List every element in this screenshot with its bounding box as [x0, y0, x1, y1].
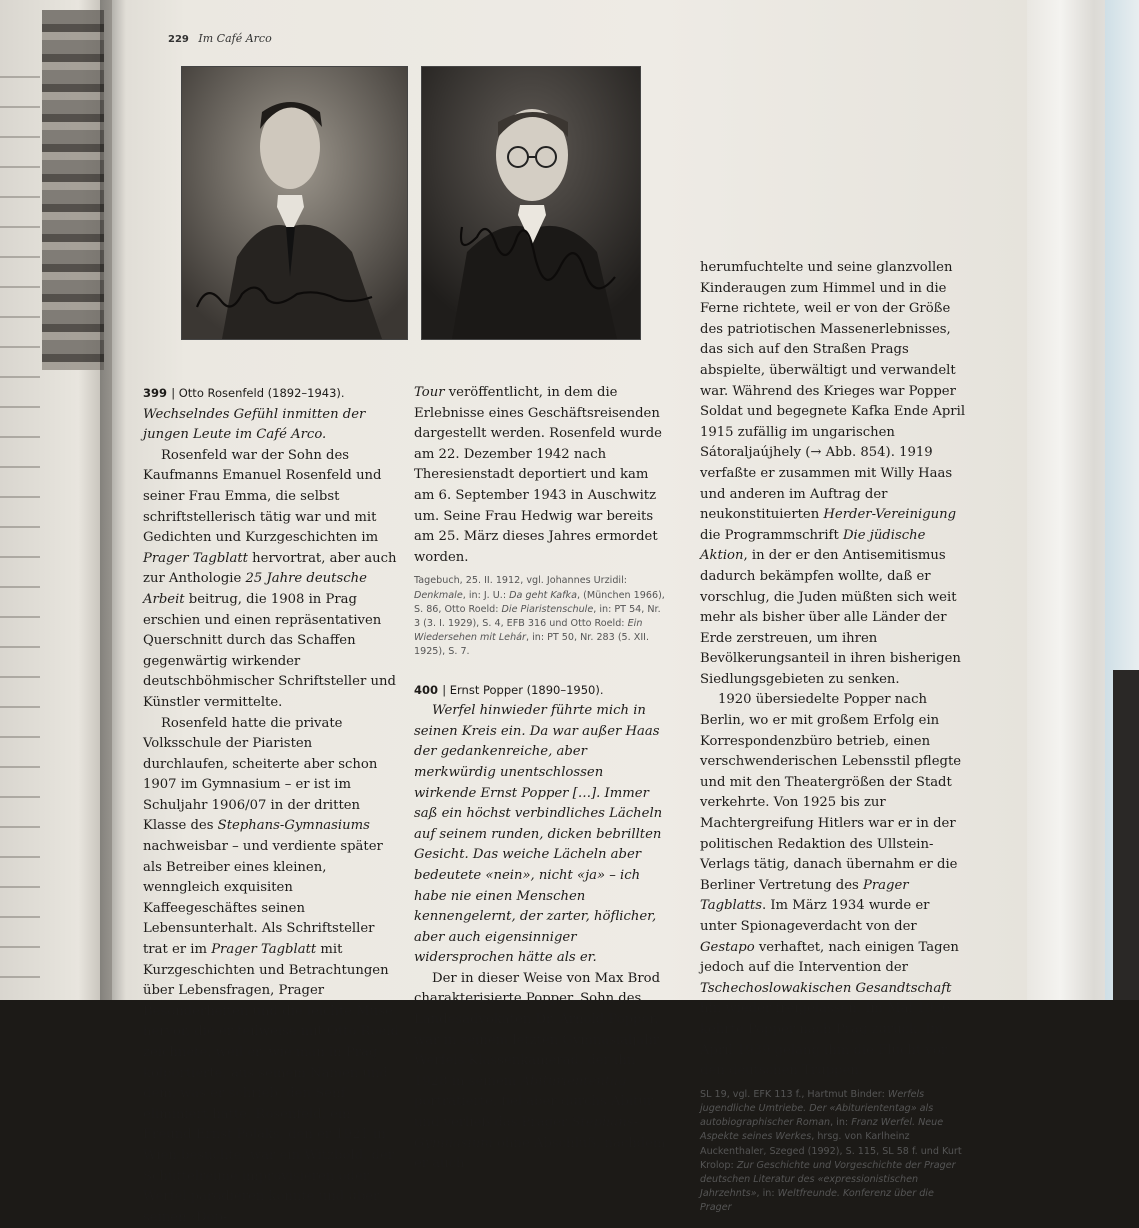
- caption-title: Wechselndes Gefühl inmitten der jungen Leute im Café Arco.: [143, 405, 401, 446]
- page-stack-edge: [1027, 0, 1139, 1000]
- photo-otto-rosenfeld: [181, 66, 408, 340]
- running-title: Im Café Arco: [198, 32, 271, 45]
- running-header: [168, 32, 272, 45]
- caption-400: 400 | Ernst Popper (1890–1950).: [414, 680, 666, 702]
- paragraph: 1920 übersiedelte Popper nach Berlin, wo er mit großem Erfolg ein Korrespondenzbüro betrieb, einen verschwenderischen Lebensstil pflegte und mit den Theatergrößen der Stadt verkehrte. Von 1925 bis zur Machtergreifung Hitlers war er in der politischen Redaktion des Ullstein-Verlags tätig, danach übernahm er die Berliner Vertretung des Prager Tagblatts. Im März 1934 wurde er unter Spionageverdacht von der Gestapo verhaftet, nach einigen Tagen jedoch auf die Intervention der Tschechoslowakischen Gesandtschaft hin wieder freigelassen. Im Mai 1936 kehrte Popper nach Prag zurück. Im April 1939 gelang ihm die Flucht vor den deutschen Truppen.: [700, 690, 968, 1081]
- facing-page-text: [0, 60, 40, 980]
- column-2: [414, 383, 666, 1175]
- dark-edge: [1113, 670, 1139, 1000]
- facing-page: [0, 0, 112, 1000]
- paragraph: herumfuchtelte und seine glanzvollen Kinderaugen zum Himmel und in die Ferne richtete, weil er von der Größe des patriotischen Massenerlebnisses, das sich auf den Straßen Prags abspielte, überwältigt und verwandelt war. Während des Krieges war Popper Soldat und begegnete Kafka Ende April 1915 zufällig im ungarischen Sátoraljaújhely (→ Abb. 854). 1919 verfaßte er zusammen mit Willy Haas und anderen im Auftrag der neukonstituierten Herder-Vereinigung die Programmschrift Die jüdische Aktion, in der er den Antisemitismus dadurch bekämpfen wollte, daß er vorschlug, die Juden müßten sich weit mehr als bisher über alle Länder der Erde zerstreuen, um ihren Bevölkerungsanteil in ihren bisherigen Siedlungsgebieten zu senken.: [700, 258, 968, 690]
- reference-note: SL 19, vgl. EFK 113 f., Hartmut Binder: Werfels jugendliche Umtriebe. Der «Abituriententag» als autobiographischer Roman, in: Franz Werfel. Neue Aspekte seines Werkes, hrsg. von Karlheinz Auckenthaler, Szeged (1992), S. 115, SL 58 f. und Kurt Krolop: Zur Geschichte und Vorgeschichte der Prager deutschen Literatur des «expressionistischen Jahrzehnts», in: Weltfreunde. Konferenz über die Prager: [700, 1088, 968, 1216]
- facing-page-photo: [42, 10, 104, 370]
- caption-number: 399: [143, 386, 167, 400]
- caption-399: 399 | Otto Rosenfeld (1892–1943).: [143, 383, 401, 405]
- reference-note: Tagebuch, 25. II. 1912, vgl. Johannes Urzidil: Denkmale, in: J. U.: Da geht Kafka, (München 1966), S. 86, Otto Roeld: Die Piaristenschule, in: PT 54, Nr. 3 (3. I. 1929), S. 4, EFB 316 und Otto Roeld: Ein Wiedersehen mit Lehár, in: PT 50, Nr. 283 (5. XII. 1925), S. 7.: [414, 574, 666, 659]
- column-1: [143, 383, 401, 1228]
- photo-ernst-popper: [421, 66, 641, 340]
- book-gutter: [100, 0, 126, 1000]
- paragraph: Tour veröffentlicht, in dem die Erlebnisse eines Geschäftsreisenden dargestellt werden. Rosenfeld wurde am 22. Dezember 1942 nach Theresienstadt deportiert und kam am 6. September 1943 in Auschwitz um. Seine Frau Hedwig war bereits am 25. März dieses Jahres ermordet worden.: [414, 383, 666, 568]
- paragraph: Der in dieser Weise von Max Brod charakterisierte Popper, Sohn des Landesadvokaten Dr. Arnold Popper, war in seinem letzten Gymnasialjahr Werfels Klassenkamerad, der ihn 1928 in seinem Abituriententag porträtierte, fiel aber durchs Abitur und verließ das Prager Stephans-Gymnasium ohne Abschluß, nachdem er auch: [414, 969, 666, 1175]
- paragraph: Rosenfeld hatte die private Volksschule der Piaristen durchlaufen, scheiterte aber schon 1907 im Gymnasium – er ist im Schuljahr 1906/07 in der dritten Klasse des Stephans-Gymnasiums nachweisbar – und verdiente später als Betreiber eines kleinen, wenngleich exquisiten Kaffeegeschäftes seinen Lebensunterhalt. Als Schriftsteller trat er im Prager Tagblatt mit Kurzgeschichten und Betrachtungen über Lebensfragen, Prager Besonderheiten und die leichte Muse hervor, die er teilweise mit Otto Roeld zeichnete, weil er, wie man in Prag kolportierte, aus seinem Namen und dem, was er schrieb, den Senf eliminiert hatte. Rosenfeld, ein Freund Ernst Polaks, den er 1921 in Wien besuchte, war ein Witzbold, der Schüttelreime improvisieren oder Werfel parodieren konnte und über seinen ‹Dop-: [143, 714, 401, 1228]
- page-number: 229: [168, 34, 189, 45]
- caption-name: Ernst Popper (1890–1950).: [450, 683, 604, 697]
- paragraph: Rosenfeld war der Sohn des Kaufmanns Emanuel Rosenfeld und seiner Frau Emma, die selbst schriftstellerisch tätig war und mit Gedichten und Kurzgeschichten im Prager Tagblatt hervortrat, aber auch zur Anthologie 25 Jahre deutsche Arbeit beitrug, die 1908 in Prag erschien und einen repräsentativen Querschnitt durch das Schaffen gegenwärtig wirkender deutschböhmischer Schriftsteller und Künstler vermittelte.: [143, 446, 401, 714]
- caption-name: Otto Rosenfeld (1892–1943).: [179, 386, 345, 400]
- quote: Werfel hinwieder führte mich in seinen Kreis ein. Da war außer Haas der gedankenreiche, aber merkwürdig unentschlossen wirkende Ernst Popper […]. Immer saß ein höchst verbindliches Lächeln auf seinem runden, dicken bebrillten Gesicht. Das weiche Lächeln aber bedeutete «nein», nicht «ja» – ich habe nie einen Menschen kennengelernt, der zarter, höflicher, aber auch eigensinniger widersprochen hätte als er.: [414, 701, 666, 969]
- column-3: [700, 258, 968, 1216]
- caption-number: 400: [414, 683, 438, 697]
